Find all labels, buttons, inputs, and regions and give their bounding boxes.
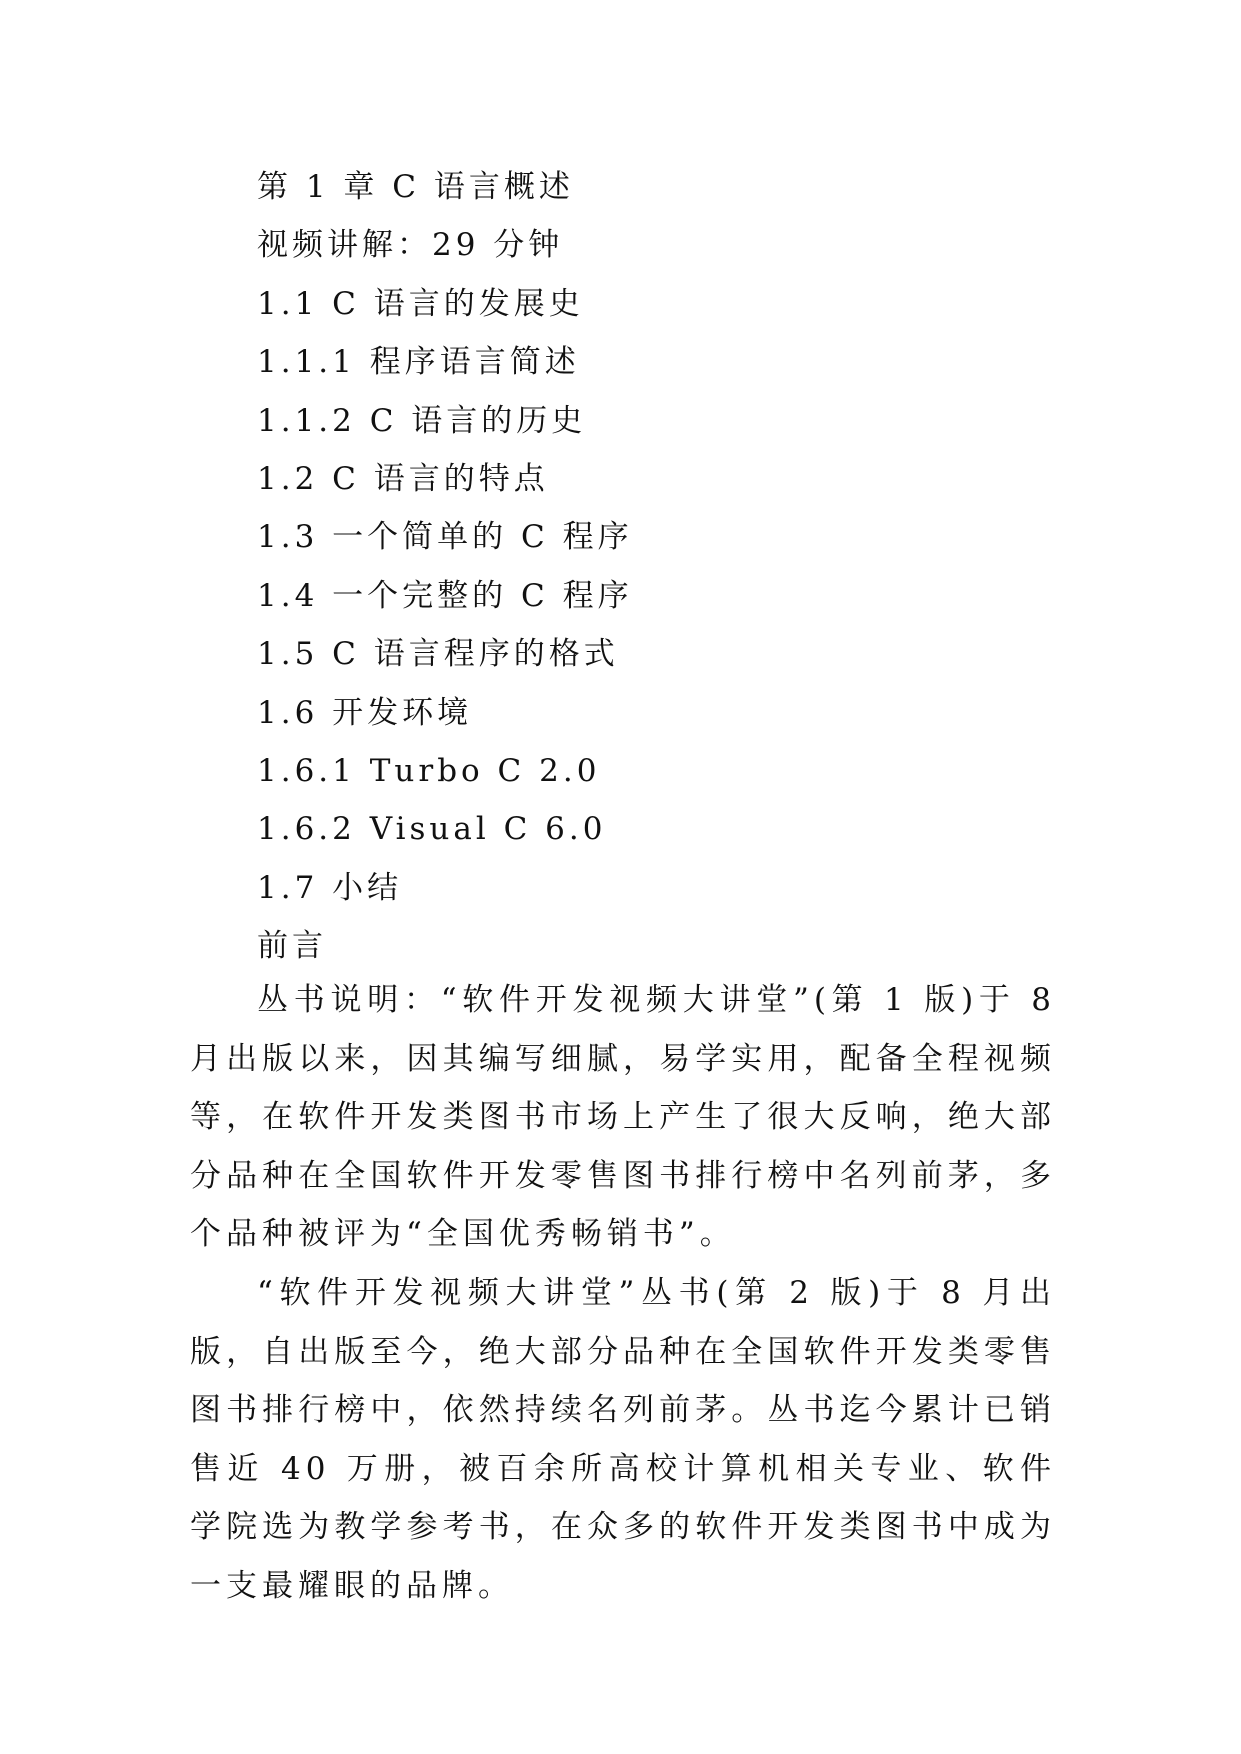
toc-entry: 1.1 C 语言的发展史	[257, 285, 584, 322]
table-of-contents	[257, 158, 1057, 975]
preface-paragraph: 丛书说明：“软件开发视频大讲堂”(第 1 版)于 8 月出版以来，因其编写细腻，易学实用，配备全程视频等，在软件开发类图书市场上产生了很大反响，绝大部分品种在全国软件开发零售图书排行榜中名列前茅，多个品种被评为“全国优秀畅销书”。	[190, 982, 1056, 1253]
toc-entry: 1.7 小结	[257, 869, 403, 906]
toc-entry: 1.6.2 Visual C 6.0	[257, 811, 607, 848]
toc-entry: 1.2 C 语言的特点	[257, 460, 549, 497]
toc-entry: 1.5 C 语言程序的格式	[257, 636, 619, 673]
toc-entry: 1.4 一个完整的 C 程序	[257, 577, 633, 614]
toc-entry: 1.1.1 程序语言简述	[257, 344, 580, 381]
preface-heading: 前言	[257, 928, 327, 965]
preface-body	[190, 971, 1056, 1616]
toc-entry: 1.3 一个简单的 C 程序	[257, 519, 633, 556]
preface-paragraph: “软件开发视频大讲堂”丛书(第 2 版)于 8 月出版，自出版至今，绝大部分品种在全国软件开发类零售图书排行榜中，依然持续名列前茅。丛书迄今累计已销售近 40 万册，被百余所高校计算机相关专业、软件学院选为教学参考书，在众多的软件开发类图书中成为一支最耀眼的品牌。	[190, 1274, 1056, 1604]
chapter-title: 第 1 章 C 语言概述	[257, 169, 574, 205]
toc-entry: 1.6.1 Turbo C 2.0	[257, 752, 601, 789]
toc-entry: 1.1.2 C 语言的历史	[257, 402, 587, 439]
toc-entry: 1.6 开发环境	[257, 694, 473, 731]
video-note: 视频讲解：29 分钟	[257, 227, 564, 264]
